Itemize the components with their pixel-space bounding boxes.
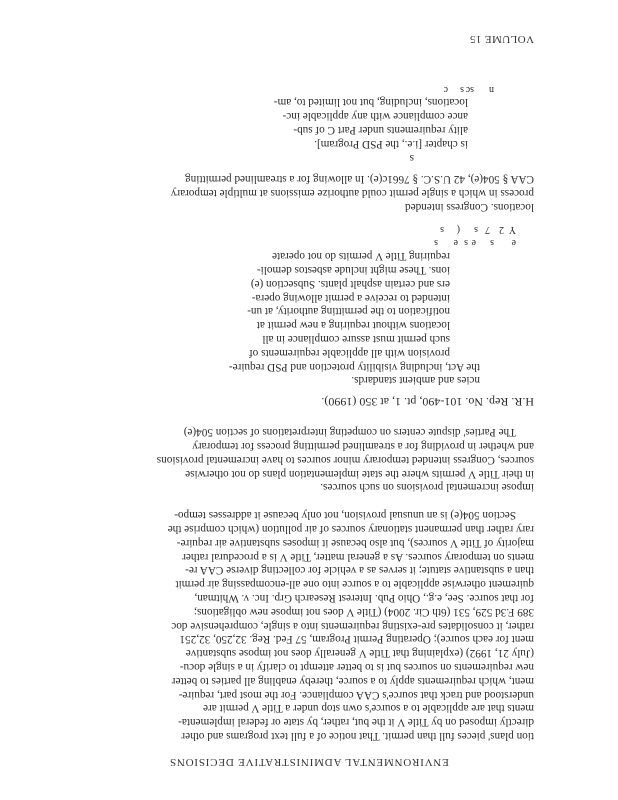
text-line: rather, it consolidates pre-existing requirements into a single, comprehensive doc [171, 619, 534, 632]
paragraph-2 [138, 424, 534, 493]
stray-mark: s [440, 223, 444, 235]
text-line: ments that are applicable to a source's own stop under a Title V permit are [203, 702, 534, 715]
stray-mark: Y [508, 223, 516, 235]
running-head: ENVIRONMENTAL ADMINISTRATIVE DECISIONS [169, 756, 449, 768]
body-text [138, 81, 534, 742]
fragment-line: s [409, 151, 414, 164]
stray-mark: s [490, 237, 494, 249]
text-line: The Parties' dispute centers on competing interpretations of section 504(e) [183, 426, 516, 439]
stray-mark: ( [456, 223, 460, 235]
quote-line: such permit must assure compliance in all [262, 333, 450, 346]
text-line: tion plans' pieces full than permit. That notice of a full text programs and other [181, 730, 534, 742]
quote-line: provision with all applicable requirements of [248, 346, 450, 359]
quote-line: the Act, including visibility protection and PSD require- [228, 360, 480, 373]
stray-mark: s [434, 237, 438, 249]
quote-line: locations without requiring a new permit at [256, 319, 450, 332]
stray-mark: c [443, 83, 448, 95]
stray-mark: 7 [485, 223, 490, 235]
stray-mark: n [489, 83, 494, 95]
stray-mark: e [511, 237, 516, 249]
text-line: than a substantive statute; it serves as a vehicle for collecting diverse CAA re- [185, 564, 534, 577]
text-line: CAA § 504(e), 42 U.S.C. § 7661c(e). In allowing for a streamlined permitting [185, 173, 534, 186]
text-line: ment for each source); Operating Permit Program, 57 Fed. Reg. 32,250, 32,251 [179, 633, 534, 646]
text-line: understood and track that source's CAA compliance. For the most part, require- [178, 688, 534, 701]
stray-mark: s [460, 83, 464, 95]
quote-line: ncies and ambient standards. [351, 374, 480, 387]
text-line: 389 F.3d 529, 531 (6th Cir. 2004) (Title V does not impose new obligations; [193, 605, 534, 618]
text-line: for that source. See, e.g., Ohio Pub. Interest Research Grp. Inc. v. Whitman, [194, 592, 534, 605]
quote-line: notification to the permitting authority, at un- [247, 305, 450, 318]
paragraph-3 [138, 172, 534, 213]
text-line: sources, Congress intended temporary minor sources to have incremental provisions [156, 453, 534, 466]
volume-footer: VOLUME 15 [469, 33, 534, 45]
quote-line: intended to receive a permit allowing opera- [251, 291, 450, 304]
stray-mark: e [453, 237, 458, 249]
text-line: and whether in providing for a streamlined permitting process for temporary [192, 440, 534, 453]
text-line: directly imposed on by Title V it the but, rather, by state or federal implementa- [178, 716, 534, 729]
text-line: ment, which requirements apply to a source, thereby enabling all parties to better [171, 674, 534, 687]
text-line: impose incremental provisions on such sources. [320, 481, 534, 494]
text-line: process in which a single permit could authorize emissions at multiple temporary [170, 187, 534, 200]
text-line: rary rather than permanent stationary sources of air pollution (which comprise the [167, 523, 534, 536]
text-line: Section 504(e) is an unusual provision, not only because it addresses tempo- [174, 509, 516, 522]
fragment-line: is chapter [i.e., the PSD Program]. [314, 137, 468, 150]
stray-mark: 2 [499, 223, 504, 235]
text-line: new requirements on sources but is to better attempt to clarify in a single docu- [179, 661, 534, 674]
quote-line: requiring Title V permits do not operate [272, 250, 450, 263]
citation: H.R. Rep. No. 101-490, pt. 1, at 350 (1990). [321, 395, 534, 410]
text-line: in their Title V permits where the state implementation plans do not otherwise [185, 467, 534, 480]
fragment-marks [138, 81, 534, 95]
quote-line: ers and certain asphalt plants. Subsection (e) [250, 277, 450, 290]
text-line: (July 21, 1992) (explaining that Title V generally does not impose substantive [185, 647, 534, 660]
stray-mark: s [474, 223, 478, 235]
text-line: quirement otherwise applicable to a source into one all-encompassing air permit [175, 578, 534, 591]
fragment-line: locations, including, but not limited to, am- [273, 96, 468, 109]
stray-mark: e [471, 237, 476, 249]
fragment-line: ality requirements under Part C of sub- [293, 123, 468, 136]
text-line: majority of Title V sources), but also because it imposes substantive air require- [176, 536, 534, 549]
fragment-block [138, 81, 534, 164]
stray-mark: sc [465, 83, 474, 95]
stray-mark: s [464, 237, 468, 249]
scatter-marks [138, 235, 534, 249]
quote-line: ions. These might include asbestos demoli- [256, 264, 450, 277]
text-line: ments on temporary sources. As a general matter, Title V is a procedural rather [182, 550, 534, 563]
paragraph-1 [138, 507, 534, 742]
block-quote [138, 221, 534, 387]
text-line: locations. Congress intended [405, 200, 534, 213]
fragment-line: ance compliance with any applicable inc- [282, 110, 468, 123]
